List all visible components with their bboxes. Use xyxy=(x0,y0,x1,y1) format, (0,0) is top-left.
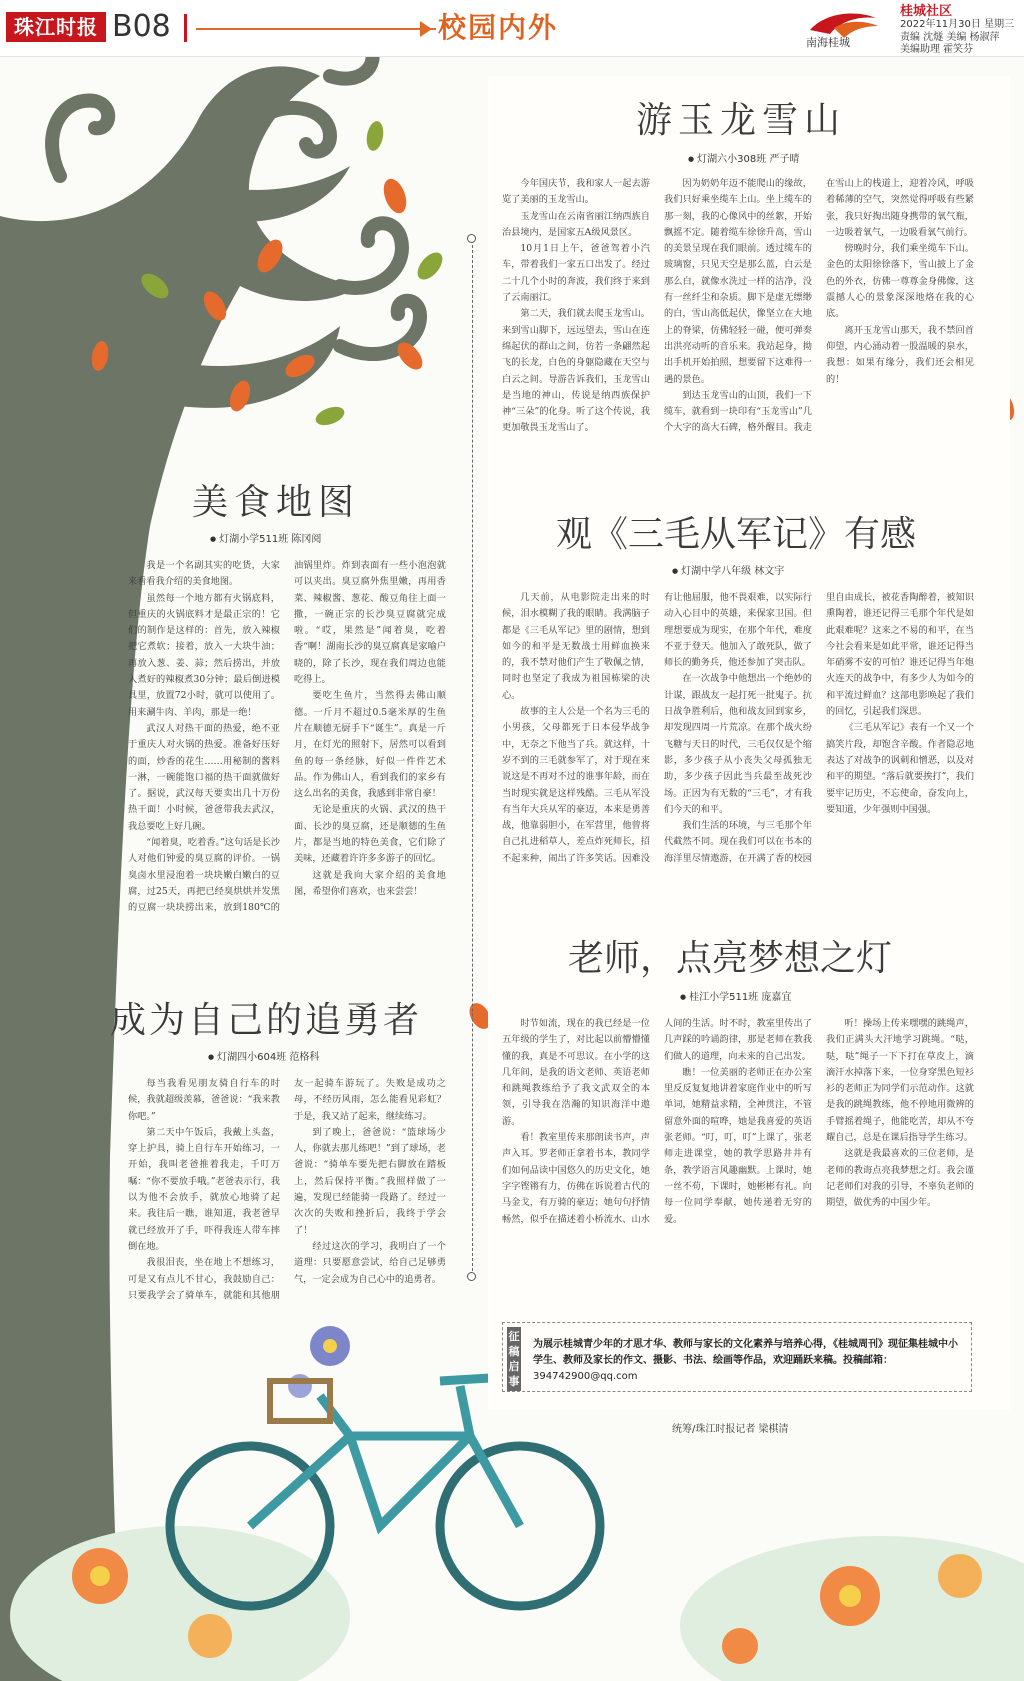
submission-email[interactable]: 394742900@qq.com xyxy=(533,1371,638,1382)
paragraph: 到了晚上，爸爸说：“篮球场少人，你就去那儿练吧！”到了球场，老爸说：“骑单车要先把右脚放在踏板上，然后保持平衡。”我照样做了一遍，发现已经能骑一段路了。经过一次次的失败和挫折后，我终于学会了！ xyxy=(294,1126,446,1236)
call-for-submissions-label: 征稿启事 xyxy=(507,1327,521,1391)
article-body-zhuiyong xyxy=(128,1076,446,1328)
notice-body: 为展示桂城青少年的才思才华、教师与家长的文化素养与培养心得，《桂城周刊》现征集桂城中小学生、教师及家长的作文、摄影、书法、绘画等作品，欢迎踊跃来稿。投稿邮箱： xyxy=(533,1339,958,1366)
paragraph: 第二天中午饭后，我戴上头盔，穿上护具，骑上自行车开始练习，一开始，我叫老爸推着我走，千叮万嘱：“你不要放手哦。”老爸表示行，我以为他不会放手，就放心地骑了起来。我往后一瞧，谁知道，我老爸早就已经放开了手，吓得我连人带车摔倒在地。 xyxy=(128,1126,280,1252)
article-title-sanmao: 观《三毛从军记》有感 xyxy=(556,514,917,555)
article-title-laoshi: 老师，点亮梦想之灯 xyxy=(568,938,893,979)
paragraph: 第二天，我们就去爬玉龙雪山。来到雪山脚下，远远望去，雪山在连绵起伏的群山之间，仿若一条翩然起飞的长龙，白色的身躯隐藏在天空与白云之间。导游告诉我们，玉龙雪山是当地的神山，传说是纳西族保护神“三朵”的化身。听了这个传说，我更加敬畏玉龙雪山了。 xyxy=(502,308,650,434)
article-byline-meishi: ● 灯湖小学511班 陈冈阅 xyxy=(210,530,321,545)
paragraph: 几天前，从电影院走出来的时候，泪水模糊了我的眼睛。我满脑子都是《三毛从军记》里的剧情，想到如今的和平是无数战士用鲜血换来的，我不禁对他们产生了敬佩之情，同时也坚定了我成为祖国栋梁的决心。 xyxy=(502,592,650,701)
divider-dot xyxy=(467,1272,476,1281)
article-text-sanmao xyxy=(502,590,974,906)
masthead xyxy=(0,0,1024,57)
paragraph: 听！操场上传来嘿嘿的跳绳声，我们正满头大汗地学习跳绳。“哒，哒，哒”绳子一下下打在草皮上，滴滴汗水掉落下来，一位身穿黑色短衫衫的老师正为同学们示范动作。这就是我的跳绳教练，他不停地用微辨的手臂摇着绳子，他能吃苦，却从不夸耀自己，总是在课后指导学生练习。 xyxy=(826,1018,974,1144)
call-for-submissions-text xyxy=(533,1337,963,1385)
article-title-yulong: 游玉龙雪山 xyxy=(636,100,847,141)
article-text-meishi xyxy=(128,558,446,958)
paragraph: 傍晚时分，我们乘坐缆车下山。金色的太阳徐徐落下，雪山披上了金色的外衣，仿佛一尊尊金身佛像，这震撼人心的景象深深地烙在我的心底。 xyxy=(826,243,974,320)
paragraph: 经过这次的学习，我明白了一个道理：只要愿意尝试，给自己足够勇气，一定会成为自己心中的追勇者。 xyxy=(294,1240,446,1285)
article-byline-laoshi: ● 桂江小学511班 庞嘉宜 xyxy=(680,988,791,1003)
assistant-editor-line: 美编助理 霍笑芬 xyxy=(900,44,974,55)
paragraph: 看！教室里传来那朗读书声，声声入耳。罗老师正拿着书本，教同学们如何品读中国悠久的历史文化，她字字铿锵有力，仿佛在诉说着古代的马金戈，有万骑的豪迈；她句句抒情畅然，似乎在描述着小桥流水、山水人间的生活。时不时，教室里传出了几声踩的吟诵韵律，那是老师在教我们做人的道理，向未来的自己出发。 xyxy=(502,1018,812,1225)
paragraph: 在一次战争中他想出一个绝妙的计谋，跟战友一起打死一批鬼子。抗日战争胜利后，他和战友回到家乡，却发现四周一片荒凉。在那个战火纷飞糖与天日的时代，三毛仅仅是个缩影，多少孩子从小丧失父母孤独无助，多少孩子因此当兵最至战死沙场。正因为有无数的“三毛”，才有我们今天的和平。 xyxy=(664,673,812,815)
paragraph: 这就是我向大家介绍的美食地图，希望你们喜欢，也来尝尝！ xyxy=(294,869,446,897)
paragraph: 故事的主人公是一个名为三毛的小男孩，父母都死于日本侵华战争中，无奈之下他当了兵。就这样，十岁不到的三毛就参军了，对于现在来说这是不再对不过的谁事年龄，而在当时现实就是这样残酷。三毛从军没有当年大兵从军的豪迈，本来是勇善战，他靠弱胆小，在军营里，他曾将自己扎进稻草人，差点炸死师长，招不起来种，闹出了许多笑话。因难没有让他屈服，他不畏艰难，以实际行动入心目中的英雄，来保家卫国。但理想要成为现实，在那个年代，难度不亚于登天。他加入了敢死队，做了师长的勤务兵，他还参加了突击队。 xyxy=(502,592,812,864)
article-text-yulong xyxy=(502,176,974,476)
paragraph: 10月1日上午，爸爸驾着小汽车，带着我们一家五口出发了。经过二十几个小时的奔波，我们终于来到了云南丽江。 xyxy=(502,243,650,304)
article-body-laoshi xyxy=(502,1016,974,1312)
article-byline-zhuiyong: ● 灯湖四小604班 范格科 xyxy=(208,1048,319,1063)
column-logo-text: 南海桂城 xyxy=(806,36,850,49)
paragraph: 《三毛从军记》表有一个又一个搞笑片段，却饱含辛酸。作者隐忍地表达了对战争的讽刺和憎恶，以及对和平的期望。“落后就要挨打”，我们要牢记历史，不忘使命，奋发向上，要知道，少年强则中国强。 xyxy=(826,722,974,815)
paragraph: 到达玉龙雪山的山顶，我们一下缆车，就看到一块印有“玉龙雪山”几个大字的高大石碑，格外醒目。我走在雪山上的栈道上，迎着冷风，呼吸着稀薄的空气，突然觉得呼吸有些紧张，我只好掏出随身携带的氧气瓶，一边吸着氧气，一边吸看氧气前行。 xyxy=(664,178,974,434)
section-line xyxy=(196,28,436,30)
paragraph: 我是一个名副其实的吃货，大家来看看我介绍的美食地图。 xyxy=(128,560,280,588)
paragraph: 离开玉龙雪山那天，我不禁回首仰望，内心涌动着一股温暖的泉水，我想：如果有缘分，我们还会相见的！ xyxy=(826,324,974,385)
article-title-meishi: 美食地图 xyxy=(192,482,361,523)
newspaper-logo: 珠江时报 xyxy=(6,12,106,42)
paragraph: 玉龙雪山在云南省丽江纳西族自治县境内，是国家五A级风景区。 xyxy=(502,210,650,238)
paragraph: “闻着臭，吃着香。”这句话是长沙人对他们钟爱的臭豆腐的评价。一锅臭卤水里浸泡着一块块嫩白嫩白的豆腐，过25天，再把已经臭烘烘并发黑的豆腐一块块捞出来，放到180℃的油锅里炸。炸到表面有一些小泡泡就可以夹出。臭豆腐外焦里嫩，再用香菜、辣椒酱、葱花、酸豆角往上面一撒，一碗正宗的长沙臭豆腐就完成啦。“哎，果然是”闻着臭，吃着香“啊！湖南长沙的臭豆腐真是家喻户晓的，除了长沙，现在我们周边也能吃得上。 xyxy=(128,560,446,914)
article-body-sanmao xyxy=(502,590,974,906)
paragraph: 时节如流，现在的我已经是一位五年级的学生了，对比起以前懵懵懂懂的我，真是不可思议。在小学的这几年间，是我的语文老师、英语老师和跳绳教练给予了我文武双全的本领，引导我在浩瀚的知识海洋中遨游。 xyxy=(502,1018,650,1127)
article-title-zhuiyong: 成为自己的追勇者 xyxy=(110,1000,423,1041)
article-byline-yulong: ● 灯湖六小308班 严子晴 xyxy=(688,150,799,165)
coordinator-credit: 统筹/珠江时报记者 梁棋清 xyxy=(672,1424,789,1435)
paragraph: 每当我看见朋友骑自行车的时候，我就超级羡慕，爸爸说：“我来教你吧。” xyxy=(128,1078,280,1122)
paragraph: 这就是我最喜欢的三位老师，是老师的教诲点亮我梦想之灯。我会谨记老师们对我的引导，不辜负老师的期望，做优秀的中国少年。 xyxy=(826,1148,974,1209)
column-name: 桂城社区 xyxy=(900,4,953,19)
article-body-meishi xyxy=(128,558,446,958)
divider-dot xyxy=(467,234,476,243)
paragraph: 武汉人对热干面的热爱，绝不亚于重庆人对火锅的热爱。准备好压好的面，炒香的花生……用秘制的酱料一淋，一碗能饱口福的热干面就做好了。据说，武汉每天要卖出几十万份热干面！小时候，爸爸带我去武汉，我总要吃上好几碗。 xyxy=(128,722,280,832)
page-divider-bar xyxy=(184,14,187,42)
call-for-submissions-box xyxy=(502,1322,972,1392)
paragraph: 瞧！一位美丽的老师正在办公室里反反复复地讲着家庭作业中的听写单词，她精益求精，全神贯注，不管留意外面的喧哗，她是我喜爱的英语张老师。“叮，叮，叮”上课了，张老师走进课堂，她的教学思路井井有条，教学语言风趣幽默。上课时，她一丝不苟，下课时，她彬彬有礼。向每一位同学奉献，她传递着无穷的爱。 xyxy=(664,1066,812,1225)
paragraph: 我们生活的环境，与三毛那个年代截然不同。现在我们可以在书本的海洋里尽情遨游，在开满了香的校园里自由成长，被花香陶醉着，被知识熏陶着，谁还记得三毛那个年代是如此艰难呢？这来之不易的和平，在当今社会看来是如此平常，谁还记得当年硝雾不安的可怕？谁还记得当年炮火连天的战争中，有多少人为如今的和平流过鲜血？这部电影唤起了我们的回忆，引起我们深思。 xyxy=(664,592,974,864)
article-body-yulong xyxy=(502,176,974,476)
issue-date: 2022年11月30日 星期三 xyxy=(900,19,1015,30)
section-title: 校园内外 xyxy=(438,11,559,44)
paragraph: 我很泪丧，坐在地上不想练习，可是又有点儿不甘心，我鼓励自己：只要我学会了骑单车，就能和其他朋友一起骑车游玩了。失败是成功之母，不经历风雨，怎么能看见彩虹？于是，我又站了起来，继续练习。 xyxy=(128,1078,446,1301)
column-divider xyxy=(472,240,473,1276)
article-text-zhuiyong xyxy=(128,1076,446,1328)
article-text-laoshi xyxy=(502,1016,974,1312)
issue-meta xyxy=(900,4,1014,57)
page-number: B08 xyxy=(112,9,171,44)
paragraph: 无论是重庆的火锅、武汉的热干面、长沙的臭豆腐，还是顺德的生鱼片，都是当地的特色美食，它们除了美味，还藏着许许多多游子的回忆。 xyxy=(294,804,446,865)
paragraph: 今年国庆节，我和家人一起去游览了美丽的玉龙雪山。 xyxy=(502,178,650,206)
article-byline-sanmao: ● 灯湖中学八年级 林文宇 xyxy=(672,562,784,577)
paragraph: 虽然每一个地方都有火锅底料，但重庆的火锅底料才是最正宗的！它们的制作是这样的：首先，放入辣椒把它煮软；接着，放入一大块牛油；再放入葱、姜、蒜；然后捞出，并放入煮好的辣椒煮30分钟；最后倒进模具里，放置72小时，就可以使用了。用来涮牛肉、羊肉，那是一绝！ xyxy=(128,592,280,718)
editor-line: 责编 沈燧 美编 杨淑萍 xyxy=(900,31,1000,43)
paragraph: 因为奶奶年迈不能爬山的缘故，我们只好乘坐缆车上山。坐上缆车的那一刻，我的心像风中的丝絮，开始飘摇不定。随着缆车徐徐升高，雪山的美景呈现在我们眼前。透过缆车的玻璃窗，只见天空是那么蓝，白云是那么白，就像水洗过一样的洁净，没有一丝纤尘和杂质。脚下是虚无缥缈的白，雪山高低起伏，像坚立在大地上的脊梁，仿佛轻轻一碰，便可弹奏出洪亮动听的音乐来。我站起身，拗出手机开始拍照，想要留下这难得一遇的景色。 xyxy=(664,178,812,385)
section-arrow-icon xyxy=(420,21,432,37)
paragraph: 要吃生鱼片，当然得去佛山顺德。一斤月不超过0.5毫米厚的生鱼片在顺德无厨手下“诞生”。真是一斤月，在灯光的照射下，居然可以看到鱼的每一条经脉，好似一件件艺术品。作为佛山人，看到我们的家乡有这么出名的美食，我感到非常自豪！ xyxy=(294,690,446,800)
